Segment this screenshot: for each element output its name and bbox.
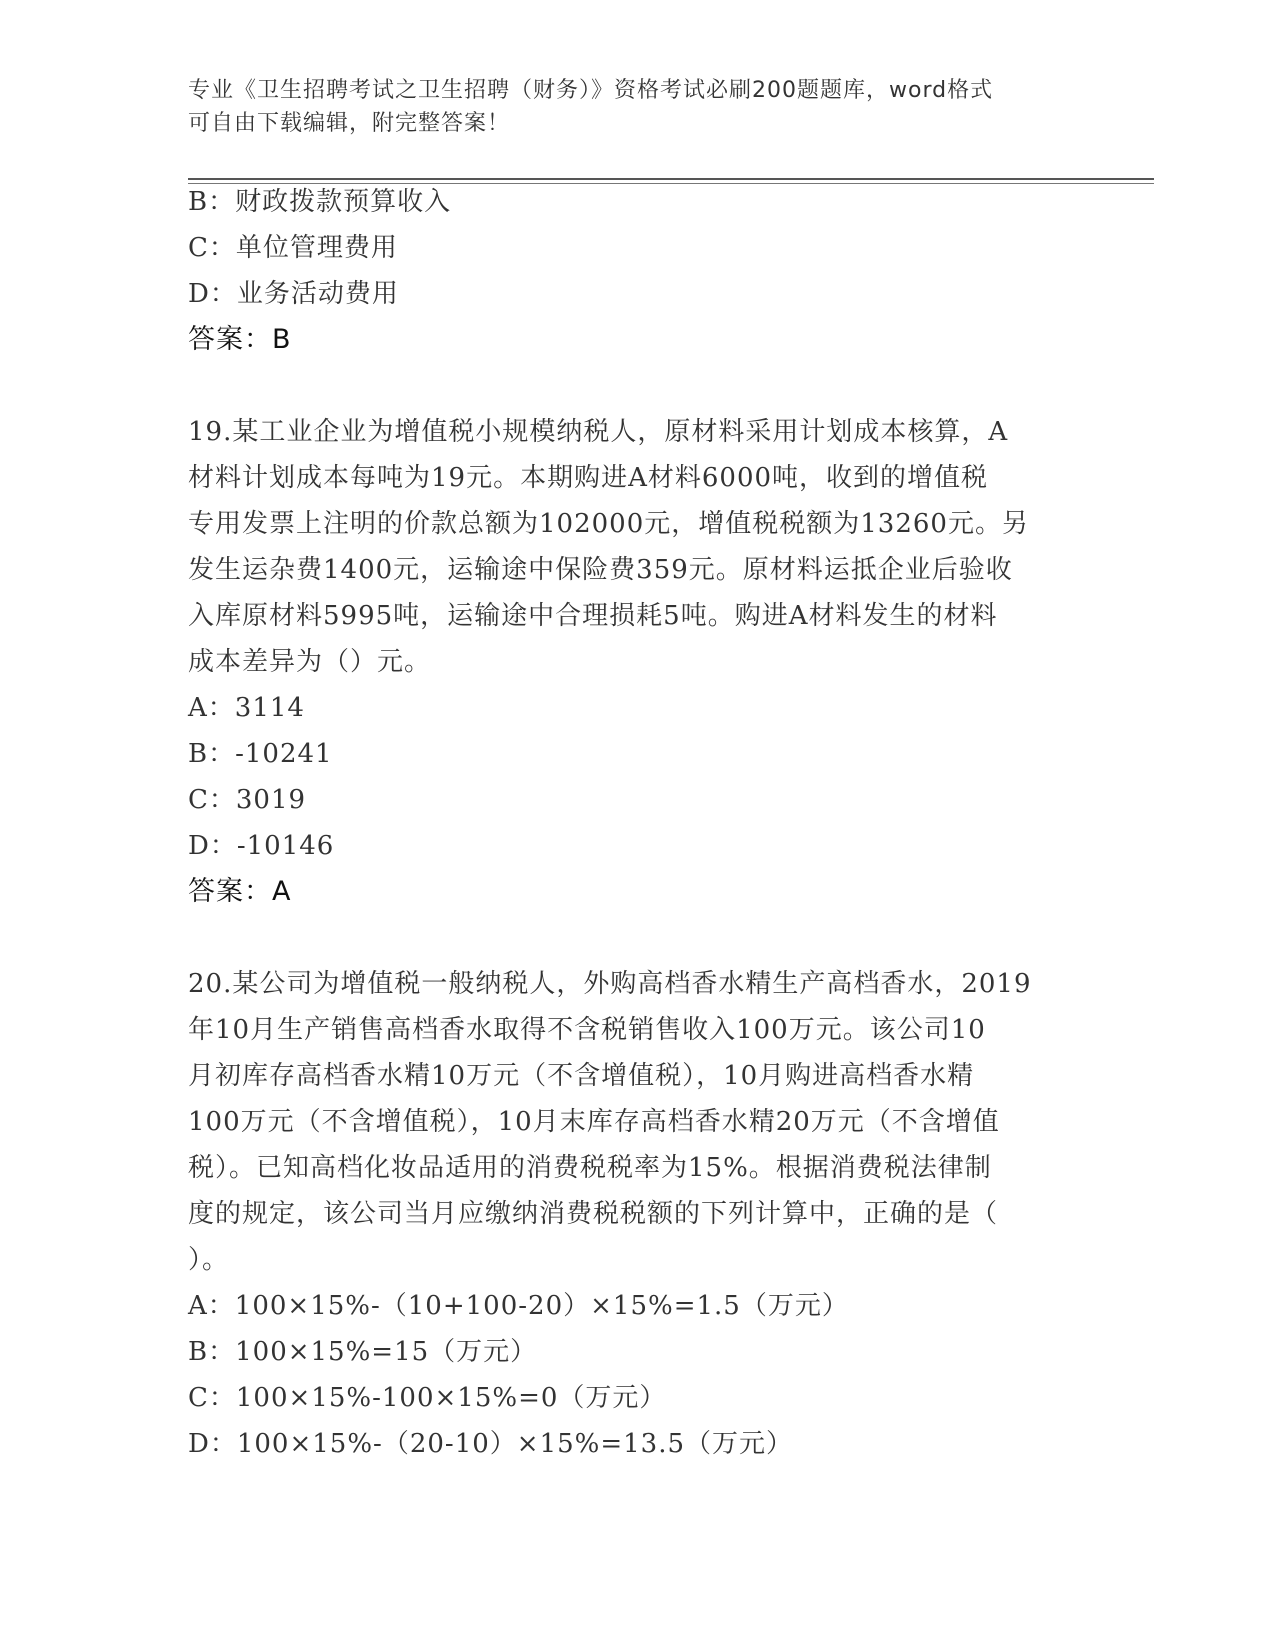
q19-stem-line: 专用发票上注明的价款总额为102000元，增值税税额为13260元。另 bbox=[188, 509, 1029, 539]
q19-stem-line: 材料计划成本每吨为19元。本期购进A材料6000吨，收到的增值税 bbox=[188, 463, 989, 493]
q18-option-c: C：单位管理费用 bbox=[188, 233, 398, 263]
q19-option-a: A：3114 bbox=[188, 693, 305, 723]
q20-stem-line: 20.某公司为增值税一般纳税人，外购高档香水精生产高档香水，2019 bbox=[188, 969, 1032, 999]
question-18-tail bbox=[188, 179, 1068, 1467]
q20-stem-line: 月初库存高档香水精10万元（不含增值税），10月购进高档香水精 bbox=[188, 1061, 975, 1091]
q18-answer: 答案：B bbox=[188, 324, 292, 355]
q19-stem-line: 入库原材料5995吨，运输途中合理损耗5吨。购进A材料发生的材料 bbox=[188, 601, 998, 631]
q19-answer: 答案：A bbox=[188, 876, 292, 907]
q20-stem-line: ）。 bbox=[188, 1245, 230, 1275]
q20-option-b: B：100×15%=15（万元） bbox=[188, 1337, 538, 1367]
q18-option-b: B：财政拨款预算收入 bbox=[188, 187, 452, 217]
document-header bbox=[188, 74, 1068, 140]
q19-option-c: C：3019 bbox=[188, 785, 307, 815]
q19-stem-line: 成本差异为（）元。 bbox=[188, 647, 432, 677]
q20-option-d: D：100×15%-（20-10）×15%=13.5（万元） bbox=[188, 1429, 794, 1459]
q20-option-c: C：100×15%-100×15%=0（万元） bbox=[188, 1383, 667, 1413]
question-20 bbox=[188, 961, 1068, 1467]
q19-stem-line: 19.某工业企业为增值税小规模纳税人，原材料采用计划成本核算，A bbox=[188, 417, 1009, 447]
q19-option-d: D：-10146 bbox=[188, 831, 335, 861]
q18-option-d: D：业务活动费用 bbox=[188, 279, 399, 309]
header-line-1: 专业《卫生招聘考试之卫生招聘（财务）》资格考试必刷200题题库，word格式 bbox=[188, 78, 994, 103]
header-line-2: 可自由下载编辑，附完整答案！ bbox=[188, 111, 511, 136]
q19-option-b: B：-10241 bbox=[188, 739, 333, 769]
q19-stem-line: 发生运杂费1400元，运输途中保险费359元。原材料运抵企业后验收 bbox=[188, 555, 1013, 585]
q20-stem-line: 100万元（不含增值税），10月末库存高档香水精20万元（不含增值 bbox=[188, 1107, 1000, 1137]
q20-stem-line: 度的规定，该公司当月应缴纳消费税税额的下列计算中，正确的是（ bbox=[188, 1199, 999, 1229]
q20-stem-line: 年10月生产销售高档香水取得不含税销售收入100万元。该公司10 bbox=[188, 1015, 986, 1045]
q20-option-a: A：100×15%-（10+100-20）×15%=1.5（万元） bbox=[188, 1291, 849, 1321]
question-19 bbox=[188, 409, 1068, 915]
q20-stem-line: 税）。已知高档化妆品适用的消费税税率为15%。根据消费税法律制 bbox=[188, 1153, 992, 1183]
